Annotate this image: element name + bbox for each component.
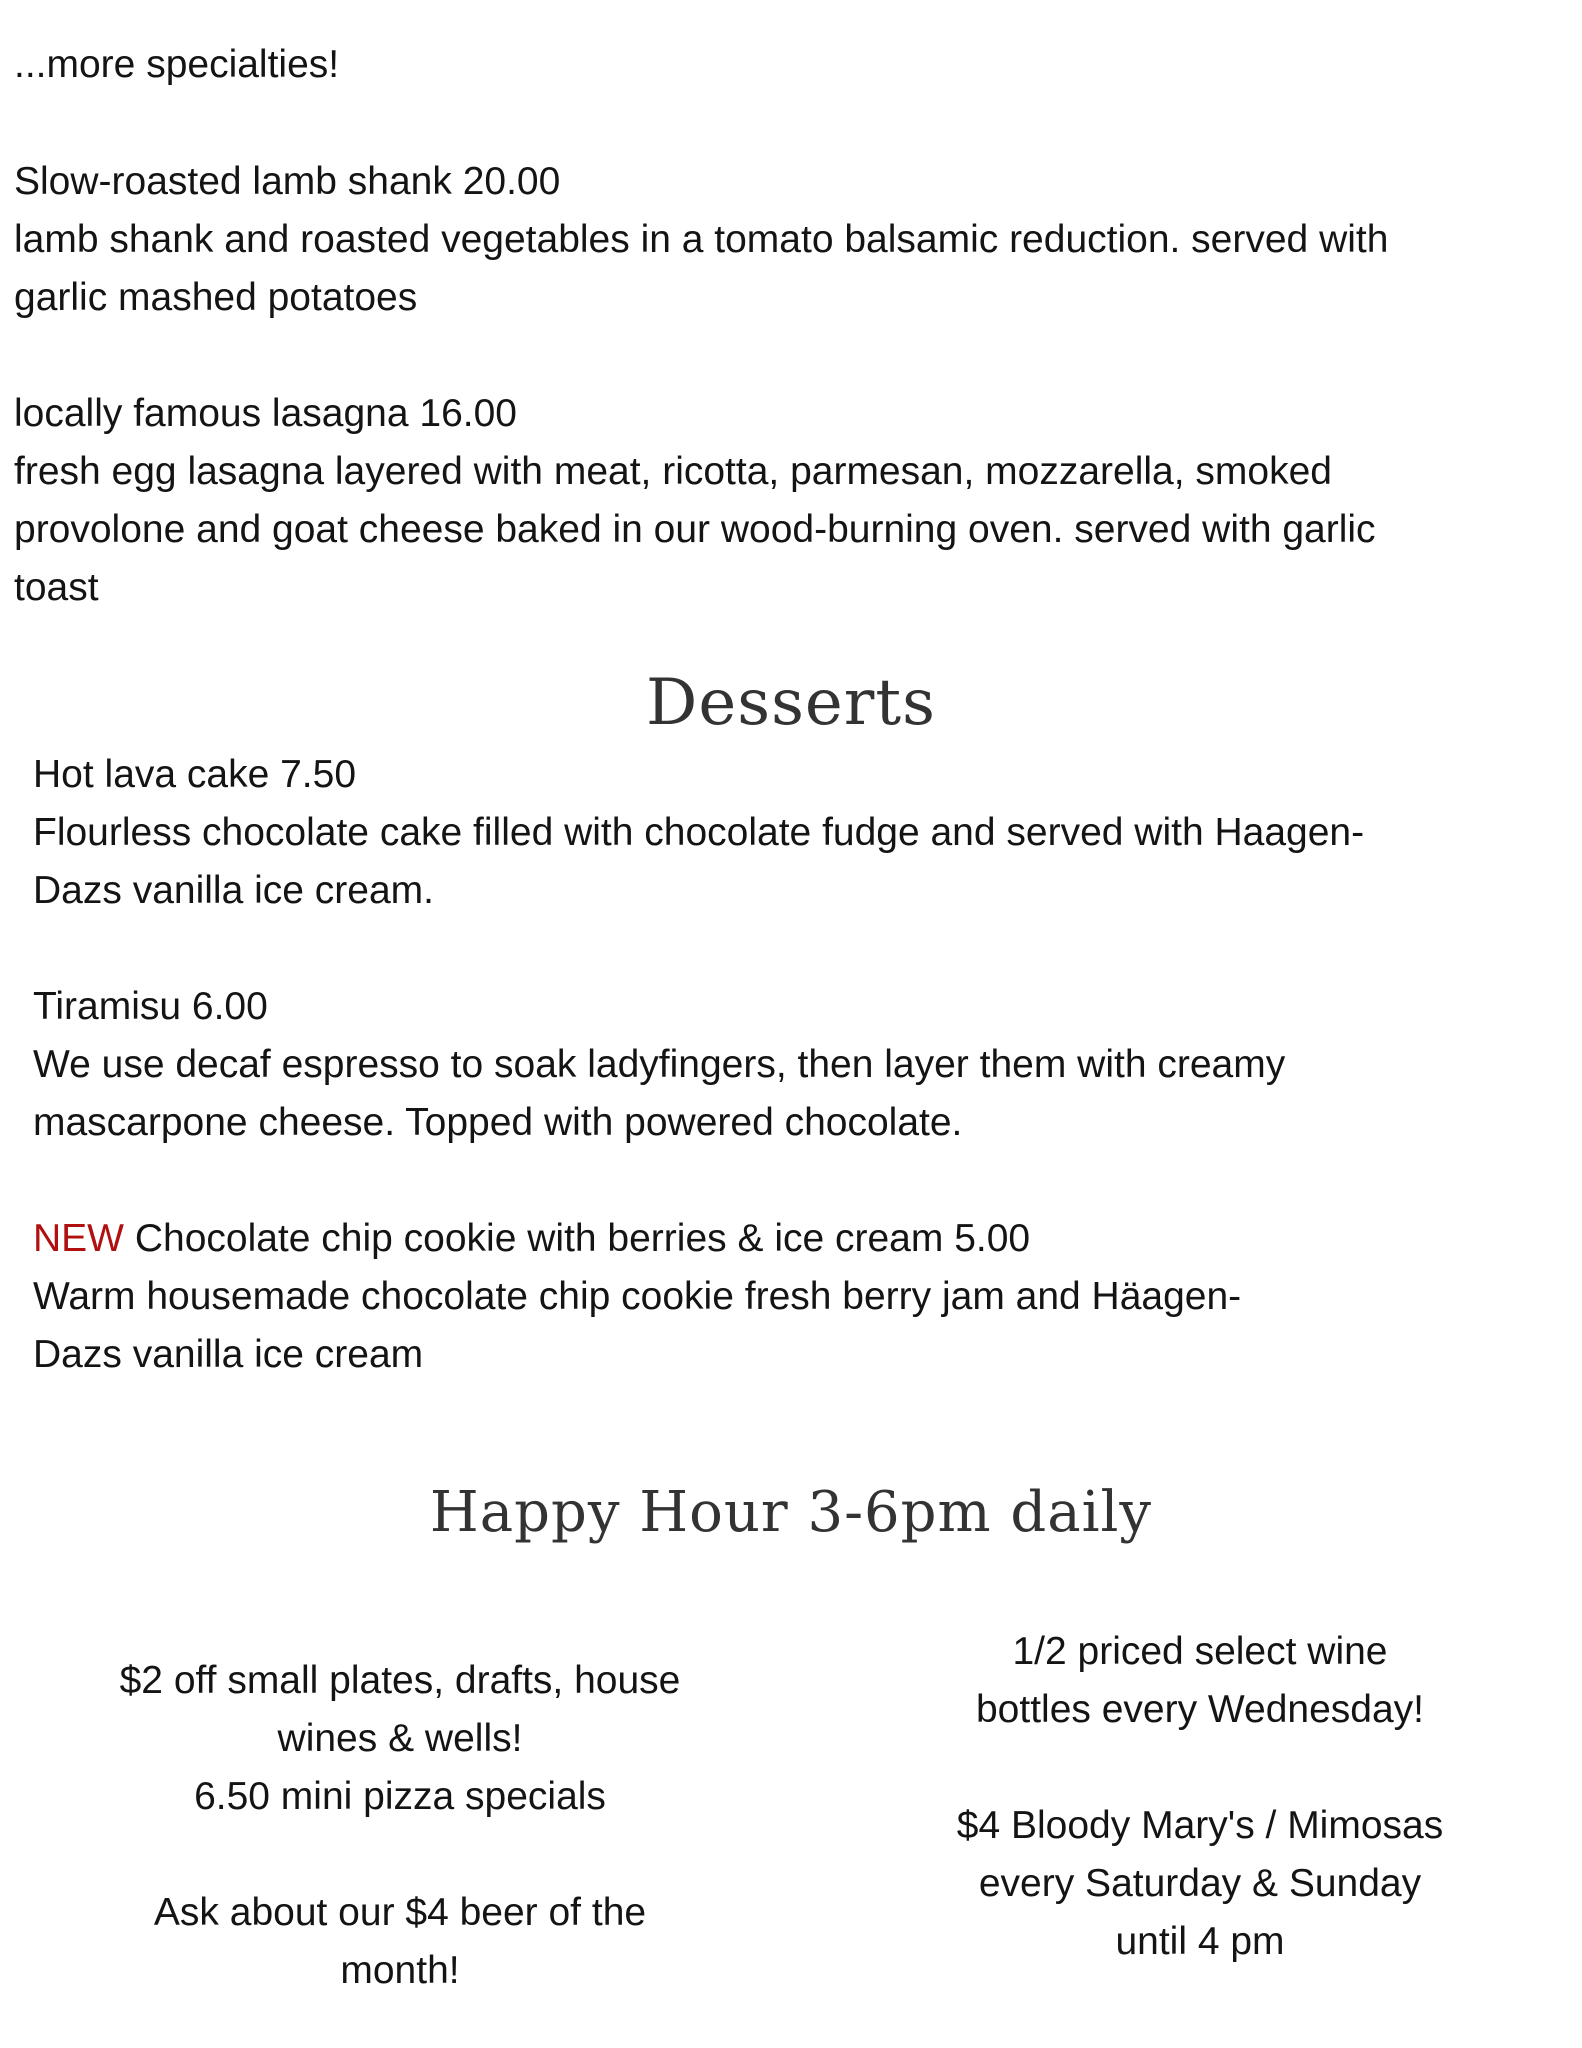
happy-hour-heading: Happy Hour 3-6pm daily — [429, 1480, 1153, 1545]
happy-hour-left-spacer — [60, 1826, 740, 1884]
dessert-desc-cookie-2: Dazs vanilla ice cream — [33, 1333, 424, 1376]
specialty-desc-lasagna-3: toast — [14, 566, 99, 609]
specialty-title-lamb: Slow-roasted lamb shank 20.00 — [14, 160, 561, 203]
intro-text: ...more specialties! — [14, 43, 340, 86]
happy-hour-left-line: 6.50 mini pizza specials — [194, 1775, 606, 1818]
new-badge: NEW — [33, 1217, 124, 1260]
specialty-desc-lasagna-2: provolone and goat cheese baked in our wood-burning oven. served with garlic — [14, 508, 1376, 551]
happy-hour-right-line: until 4 pm — [1115, 1920, 1285, 1963]
dessert-desc-tiramisu-2: mascarpone cheese. Topped with powered chocolate. — [33, 1101, 963, 1144]
happy-hour-right-line: bottles every Wednesday! — [975, 1688, 1425, 1731]
dessert-desc-lava-cake-2: Dazs vanilla ice cream. — [33, 869, 434, 912]
happy-hour-left-column — [60, 1652, 740, 2000]
dessert-desc-cookie-1: Warm housemade chocolate chip cookie fresh berry jam and Häagen- — [33, 1275, 1242, 1318]
happy-hour-left-line: month! — [340, 1949, 460, 1992]
specialty-desc-lamb-2: garlic mashed potatoes — [14, 276, 418, 319]
dessert-desc-lava-cake-1: Flourless chocolate cake filled with chocolate fudge and served with Haagen- — [33, 811, 1365, 854]
dessert-title-cookie — [33, 1210, 1030, 1268]
happy-hour-right-line: 1/2 priced select wine — [1012, 1630, 1388, 1673]
happy-hour-left-line: Ask about our $4 beer of the — [153, 1891, 647, 1934]
dessert-title-lava-cake: Hot lava cake 7.50 — [33, 753, 357, 796]
happy-hour-left-line: $2 off small plates, drafts, house — [119, 1659, 681, 1702]
specialty-title-lasagna: locally famous lasagna 16.00 — [14, 392, 517, 435]
desserts-heading: Desserts — [646, 666, 936, 740]
happy-hour-right-line: $4 Bloody Mary's / Mimosas — [956, 1804, 1444, 1847]
specialty-desc-lasagna-1: fresh egg lasagna layered with meat, ricotta, parmesan, mozzarella, smoked — [14, 450, 1332, 493]
specialty-desc-lamb-1: lamb shank and roasted vegetables in a tomato balsamic reduction. served with — [14, 218, 1389, 261]
happy-hour-left-line: wines & wells! — [277, 1717, 523, 1760]
happy-hour-right-line: every Saturday & Sunday — [978, 1862, 1422, 1905]
dessert-title-cookie-text: Chocolate chip cookie with berries & ice cream 5.00 — [124, 1217, 1031, 1260]
happy-hour-right-spacer — [860, 1739, 1540, 1797]
dessert-title-tiramisu: Tiramisu 6.00 — [33, 985, 268, 1028]
happy-hour-right-column — [860, 1623, 1540, 1971]
dessert-desc-tiramisu-1: We use decaf espresso to soak ladyfingers, then layer them with creamy — [33, 1043, 1286, 1086]
